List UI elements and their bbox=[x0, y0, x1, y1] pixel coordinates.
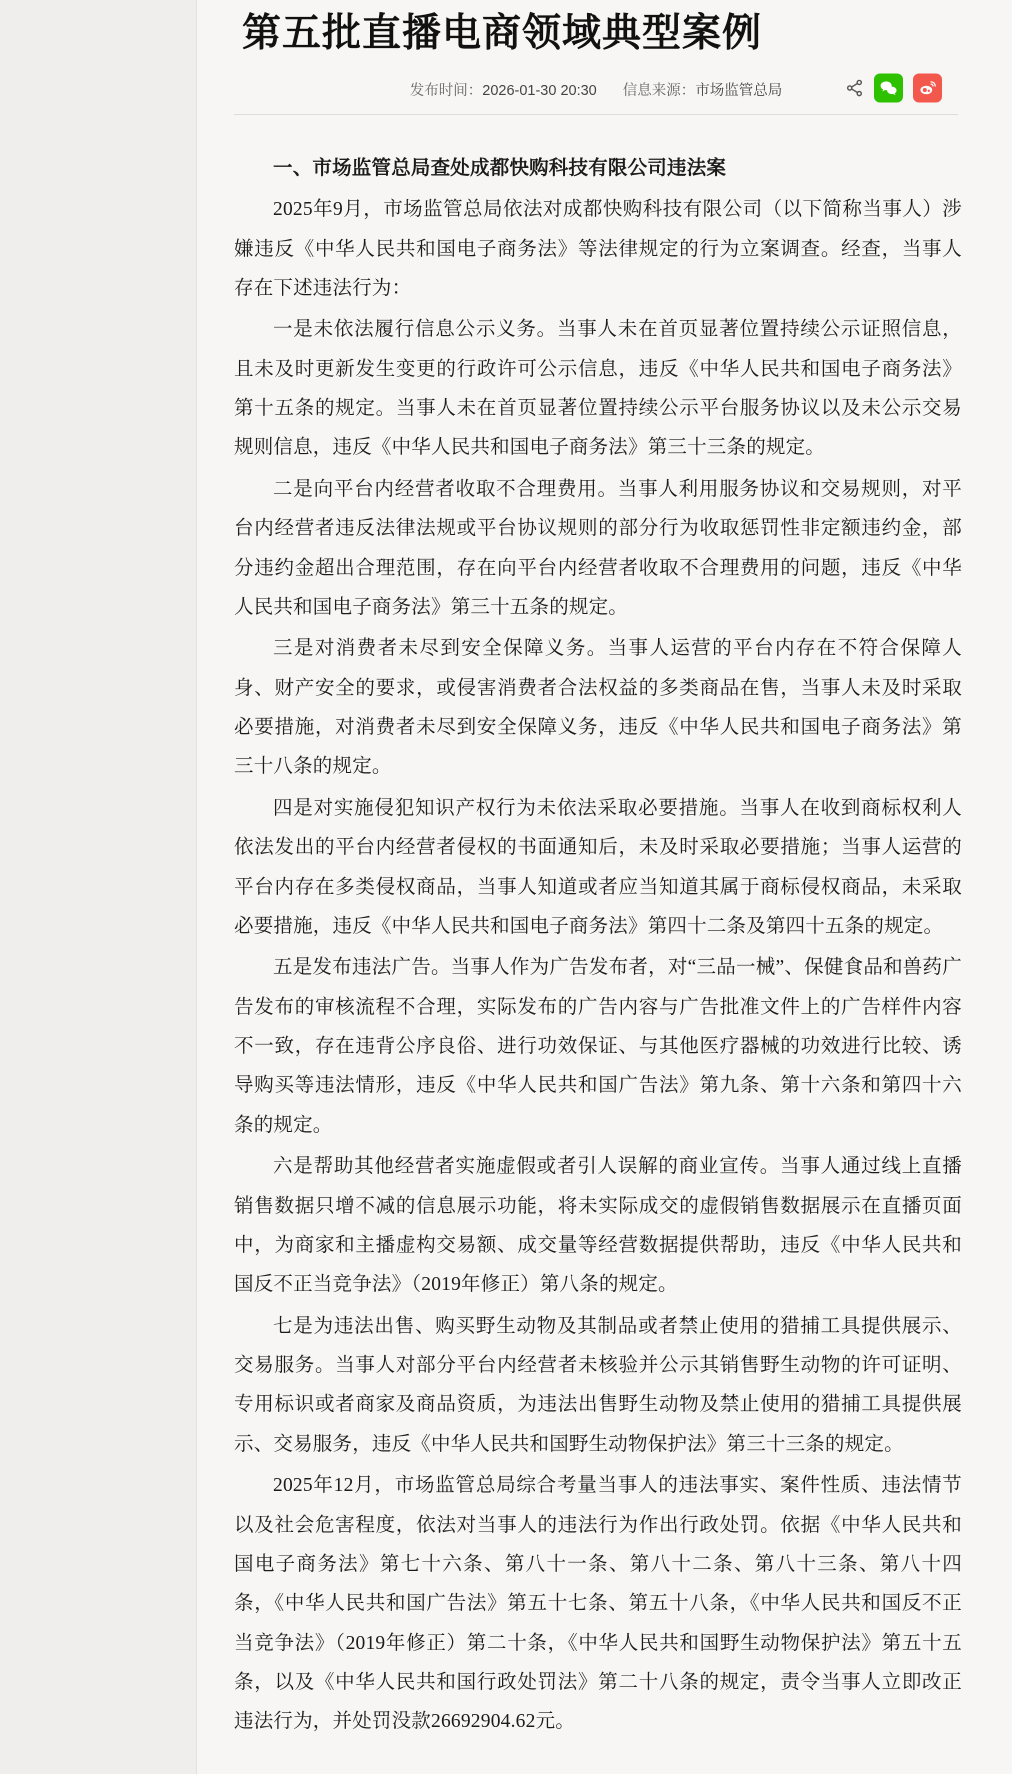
weibo-share-icon[interactable] bbox=[913, 74, 942, 103]
publish-time-value: 2026-01-30 20:30 bbox=[482, 82, 597, 99]
article-paragraph: 五是发布违法广告。当事人作为广告发布者，对“三品一械”、保健食品和兽药广告发布的审核流程不合理，实际发布的广告内容与广告批准文件上的广告样件内容不一致，存在违背公序良俗、进行功效保证、与其他医疗器械的功效进行比较、诱导购买等违法情形，违反《中华人民共和国广告法》第九条、第十六条和第四十六条的规定。 bbox=[234, 957, 962, 1136]
article-body bbox=[220, 115, 972, 1742]
article-paragraph: 二是向平台内经营者收取不合理费用。当事人利用服务协议和交易规则，对平台内经营者违反法律法规或平台协议规则的部分行为收取惩罚性非定额违约金，部分违约金超出合理范围，存在向平台内经营者收取不合理费用的问题，违反《中华人民共和国电子商务法》第三十五条的规定。 bbox=[234, 478, 962, 618]
article-paragraph: 六是帮助其他经营者实施虚假或者引人误解的商业宣传。当事人通过线上直播销售数据只增不减的信息展示功能，将未实际成交的虚假销售数据展示在直播页面中，为商家和主播虚构交易额、成交量等经营数据提供帮助，违反《中华人民共和国反不正当竞争法》（2019年修正）第八条的规定。 bbox=[234, 1156, 962, 1296]
article-paragraph: 2025年9月，市场监管总局依法对成都快购科技有限公司（以下简称当事人）涉嫌违反《中华人民共和国电子商务法》等法律规定的行为立案调查。经查，当事人存在下述违法行为： bbox=[234, 199, 962, 299]
article-meta bbox=[220, 67, 972, 110]
article-paragraph: 七是为违法出售、购买野生动物及其制品或者禁止使用的猎捕工具提供展示、交易服务。当事人对部分平台内经营者未核验并公示其销售野生动物的许可证明、专用标识或者商家及商品资质，为违法出售野生动物及禁止使用的猎捕工具提供展示、交易服务，违反《中华人民共和国野生动物保护法》第三十三条的规定。 bbox=[234, 1315, 962, 1455]
publish-time-label: 发布时间： bbox=[409, 82, 483, 99]
wechat-share-icon[interactable] bbox=[874, 74, 903, 103]
publish-time bbox=[410, 79, 597, 100]
article-paragraph: 四是对实施侵犯知识产权行为未依法采取必要措施。当事人在收到商标权利人依法发出的平台内经营者侵权的书面通知后，未及时采取必要措施；当事人运营的平台内存在多类侵权商品，当事人知道或者应当知道其属于商标侵权商品，未采取必要措施，违反《中华人民共和国电子商务法》第四十二条及第四十五条的规定。 bbox=[234, 797, 962, 937]
page-title: 第五批直播电商领域典型案例 bbox=[242, 12, 763, 55]
source bbox=[623, 79, 783, 100]
source-label: 信息来源： bbox=[622, 82, 696, 99]
article-paragraph-heading: 一、市场监管总局查处成都快购科技有限公司违法案 bbox=[273, 157, 727, 179]
article-paragraph: 一是未依法履行信息公示义务。当事人未在首页显著位置持续公示证照信息，且未及时更新发生变更的行政许可公示信息，违反《中华人民共和国电子商务法》第十五条的规定。当事人未在首页显著位置持续公示平台服务协议以及未公示交易规则信息，违反《中华人民共和国电子商务法》第三十三条的规定。 bbox=[234, 319, 962, 459]
share-icon[interactable] bbox=[845, 79, 864, 98]
share-group[interactable] bbox=[845, 74, 942, 103]
left-margin-rail bbox=[0, 0, 197, 1774]
article-paragraph: 三是对消费者未尽到安全保障义务。当事人运营的平台内存在不符合保障人身、财产安全的要求，或侵害消费者合法权益的多类商品在售，当事人未及时采取必要措施，对消费者未尽到安全保障义务，违反《中华人民共和国电子商务法》第三十八条的规定。 bbox=[234, 638, 962, 778]
article-paragraph: 2025年12月，市场监管总局综合考量当事人的违法事实、案件性质、违法情节以及社会危害程度，依法对当事人的违法行为作出行政处罚。依据《中华人民共和国电子商务法》第七十六条、第八十一条、第八十二条、第八十三条、第八十四条，《中华人民共和国广告法》第五十七条、第五十八条，《中华人民共和国反不正当竞争法》（2019年修正）第二十条，《中华人民共和国野生动物保护法》第五十五条，以及《中华人民共和国行政处罚法》第二十八条的规定，责令当事人立即改正违法行为，并处罚没款26692904.62元。 bbox=[234, 1475, 962, 1733]
source-value: 市场监管总局 bbox=[695, 82, 783, 99]
article-content-area bbox=[196, 0, 1012, 1774]
